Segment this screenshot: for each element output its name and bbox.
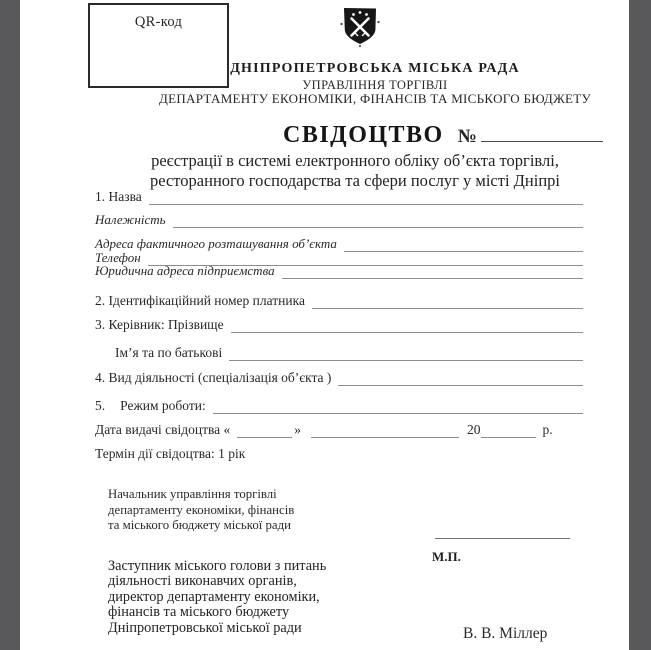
stamp-placeholder: М.П. <box>432 549 461 564</box>
field-head-surname-blank <box>231 318 583 333</box>
signer-name: В. В. Міллер <box>463 625 548 642</box>
field-address-label: Адреса фактичного розташування об’єкта <box>95 236 337 251</box>
field-tax-id <box>95 293 583 309</box>
field-head-surname <box>95 317 583 333</box>
field-legal-address <box>95 263 583 279</box>
validity-term: Термін дії свідоцтва: 1 рік <box>95 446 246 461</box>
field-activity-label: 4. Вид діяльності (спеціалізація об’єкта ) <box>95 370 332 385</box>
field-head-name <box>115 345 583 361</box>
field-phone-label: Телефон <box>95 250 141 265</box>
field-head-surname-label: 3. Керівник: Прізвище <box>95 317 224 332</box>
field-legal-address-blank <box>282 264 583 279</box>
field-issue-date-label: Дата видачі свідоцтва « <box>95 422 231 437</box>
field-legal-address-label: Юридична адреса підприємства <box>95 263 275 278</box>
closing-quote: » <box>294 422 302 437</box>
issue-month-blank <box>311 423 459 438</box>
field-head-name-blank <box>229 346 583 361</box>
org-name: ДНІПРОПЕТРОВСЬКА МІСЬКА РАДА <box>230 61 520 76</box>
official1-title-line: Начальник управління торгівлі <box>108 487 277 501</box>
field-name <box>95 189 583 205</box>
field-ownership-blank <box>173 213 583 228</box>
issue-day-blank <box>237 423 292 438</box>
field-schedule-number: 5. <box>95 398 106 413</box>
field-ownership-label: Належність <box>95 212 166 227</box>
official2-title-line: директор департаменту економіки, <box>108 588 320 605</box>
subtitle-line1: реєстрації в системі електронного обліку об’єкта торгівлі, <box>151 151 559 170</box>
year-suffix: р. <box>542 422 553 437</box>
field-schedule <box>95 398 583 414</box>
certificate-subtitle <box>105 151 605 191</box>
field-ownership <box>95 212 583 228</box>
field-tax-id-label: 2. Ідентифікаційний номер платника <box>95 293 305 308</box>
certificate-number-sign: № <box>457 126 477 147</box>
certificate-number-blank <box>481 125 603 142</box>
field-head-name-label: Ім’я та по батькові <box>115 345 223 360</box>
org-header <box>150 61 600 106</box>
field-activity <box>95 370 583 386</box>
official1-title-line: та міського бюджету міської ради <box>108 518 291 532</box>
issue-year-blank <box>481 423 536 438</box>
field-activity-blank <box>338 371 583 386</box>
official2-title-line: діяльності виконавчих органів, <box>108 573 297 590</box>
field-schedule-blank <box>213 399 583 414</box>
org-division: ДЕПАРТАМЕНТУ ЕКОНОМІКИ, ФІНАНСІВ ТА МІСЬКОГО БЮДЖЕТУ <box>158 90 592 106</box>
field-schedule-label: Режим роботи: <box>120 398 206 413</box>
subtitle-line2: ресторанного господарства та сфери послуг у місті Дніпрі <box>149 171 560 190</box>
field-name-label: 1. Назва <box>95 189 142 204</box>
official1-title-block <box>108 487 294 534</box>
document-page <box>20 0 629 650</box>
org-department: УПРАВЛІННЯ ТОРГІВЛІ <box>302 77 448 92</box>
official1-title-line: департаменту економіки, фінансів <box>108 502 295 517</box>
official2-title-line: фінансів та міського бюджету <box>108 604 290 621</box>
official2-title-block <box>108 559 326 636</box>
signature-line <box>435 522 570 539</box>
year-prefix: 20 <box>467 422 481 437</box>
certificate-title: СВІДОЦТВО <box>283 122 444 148</box>
qr-box-label: QR-код <box>134 14 183 30</box>
field-name-blank <box>149 190 583 205</box>
official2-title-line: Заступник міського голови з питань <box>108 558 327 574</box>
certificate-title-row <box>283 122 603 149</box>
official2-title-line: Дніпропетровської міської ради <box>108 619 302 636</box>
city-coat-of-arms-icon <box>338 5 382 47</box>
field-issue-date <box>95 422 583 438</box>
field-tax-id-blank <box>312 294 583 309</box>
